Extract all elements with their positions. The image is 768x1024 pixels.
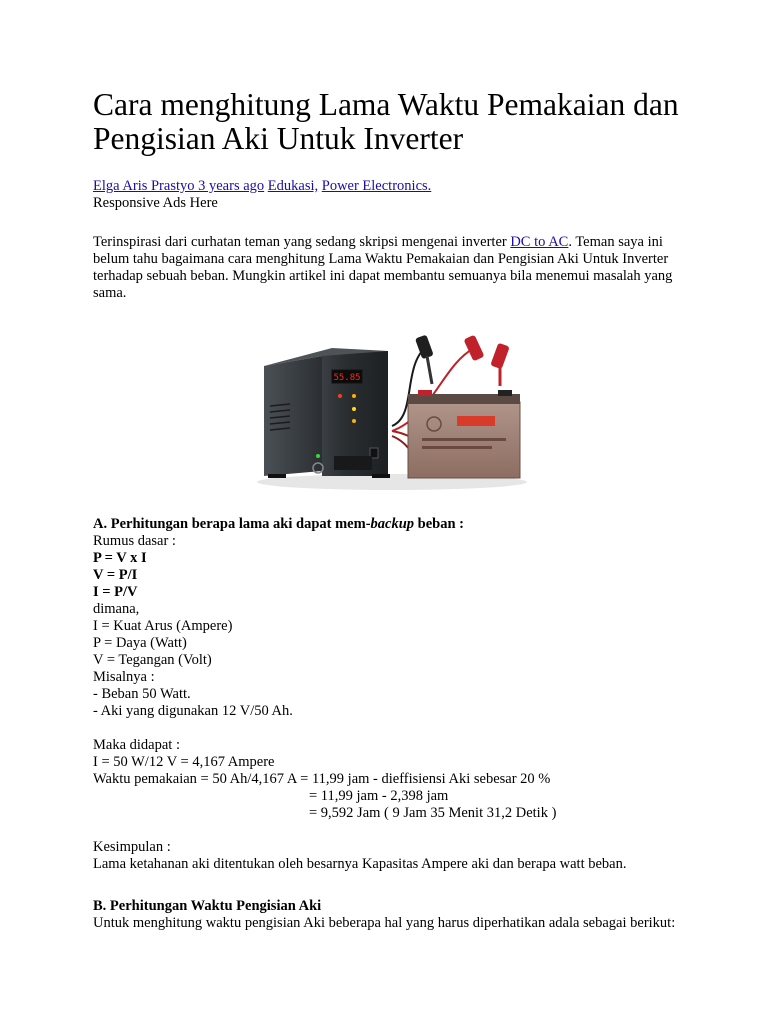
dc-to-ac-link[interactable]: DC to AC <box>510 234 569 250</box>
kesimpulan-text: Lama ketahanan aki ditentukan oleh besarnya Kapasitas Ampere aki dan berapa watt beban. <box>93 856 627 872</box>
calc-usage-time: Waktu pemakaian = 50 Ah/4,167 A = 11,99 jam - dieffisiensi Aki sebesar 20 % <box>93 771 551 787</box>
section-a-heading-pre: A. Perhitungan berapa lama aki dapat mem- <box>93 516 371 532</box>
section-a-heading <box>93 516 693 533</box>
definition-i: I = Kuat Arus (Ampere) <box>93 618 233 634</box>
calc-current: I = 50 W/12 V = 4,167 Ampere <box>93 754 275 770</box>
example-battery: - Aki yang digunakan 12 V/50 Ah. <box>93 703 293 719</box>
section-a <box>93 516 693 873</box>
section-b-text: Untuk menghitung waktu pengisian Aki beberapa hal yang harus diperhatikan adala sebagai berikut: <box>93 915 676 931</box>
dimana-label: dimana, <box>93 601 140 617</box>
calc-step-2: = 11,99 jam - 2,398 jam <box>309 788 449 804</box>
misalnya-label: Misalnya : <box>93 669 155 685</box>
section-a-heading-italic: backup <box>370 516 415 532</box>
charger-battery-illustration <box>242 306 529 496</box>
formula-i: I = P/V <box>93 584 138 600</box>
post-meta <box>93 178 693 212</box>
section-a-heading-post: beban : <box>414 516 464 532</box>
category-link-edukasi[interactable]: Edukasi, <box>267 178 319 194</box>
intro-text-2: . Teman saya ini belum tahu bagaimana cara menghitung Lama Waktu Pemakaian dan Pengisian Aki Untuk Inverter terhadap sebuah beban. Mungkin artikel ini dapat membantu semuanya bila menemui masalah yang sama. <box>93 234 673 301</box>
section-b-heading: B. Perhitungan Waktu Pengisian Aki <box>93 898 322 914</box>
maka-label: Maka didapat : <box>93 737 180 753</box>
kesimpulan-label: Kesimpulan : <box>93 839 171 855</box>
intro-paragraph <box>93 234 693 302</box>
formula-v: V = P/I <box>93 567 138 583</box>
charger-display-readout: 55.85 <box>333 373 361 383</box>
charger-battery-photo <box>242 306 529 496</box>
formula-p: P = V x I <box>93 550 147 566</box>
section-b <box>93 898 693 932</box>
article <box>93 88 693 932</box>
definition-v: V = Tegangan (Volt) <box>93 652 212 668</box>
ads-placeholder: Responsive Ads Here <box>93 195 218 211</box>
category-link-power-electronics[interactable]: Power Electronics. <box>321 178 432 194</box>
example-load: - Beban 50 Watt. <box>93 686 191 702</box>
author-date-link[interactable]: Elga Aris Prastyo 3 years ago <box>93 178 265 194</box>
definition-p: P = Daya (Watt) <box>93 635 187 651</box>
calc-step-3: = 9,592 Jam ( 9 Jam 35 Menit 31,2 Detik ) <box>309 805 557 821</box>
page-title: Cara menghitung Lama Waktu Pemakaian dan Pengisian Aki Untuk Inverter <box>93 87 679 156</box>
rumus-label: Rumus dasar : <box>93 533 176 549</box>
intro-text-1: Terinspirasi dari curhatan teman yang sedang skripsi mengenai inverter <box>93 234 511 250</box>
